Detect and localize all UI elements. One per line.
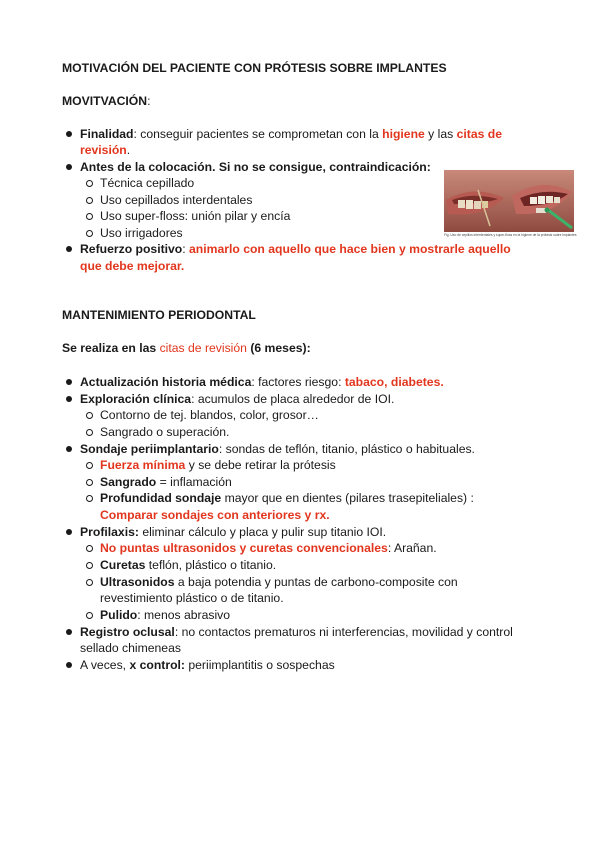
bullet-profilaxis <box>66 529 72 535</box>
antes-item-1: Técnica cepillado <box>100 176 195 190</box>
sub-bullet <box>86 213 93 220</box>
sub-bullet <box>86 562 93 569</box>
sondaje-comparar: Comparar sondajes con anteriores y rx. <box>100 508 330 522</box>
maintenance-intro: Se realiza en las citas de revisión (6 meses): <box>62 341 311 355</box>
profilaxis-no-puntas: No puntas ultrasonidos y curetas convencionales: Arañan. <box>100 541 437 555</box>
dental-hygiene-photo <box>444 170 574 232</box>
exploracion-line: Exploración clínica: acumulos de placa alrededor de IOI. <box>80 392 395 406</box>
sondaje-fuerza: Fuerza mínima y se debe retirar la prótesis <box>100 458 336 472</box>
profilaxis-curetas: Curetas teflón, plástico o titanio. <box>100 558 277 572</box>
sub-bullet <box>86 479 93 486</box>
profilaxis-line: Profilaxis: eliminar cálculo y placa y pulir sup titanio IOI. <box>80 525 387 539</box>
bullet-actualizacion <box>66 379 72 385</box>
antes-label: Antes de la colocación. Si no se consigue, contraindicación: <box>80 160 431 174</box>
motivation-heading: MOVITVACIÓN: <box>62 94 151 108</box>
registro-line-2: sellado chimeneas <box>80 641 181 655</box>
antes-item-2: Uso cepillados interdentales <box>100 193 253 207</box>
sub-bullet <box>86 180 93 187</box>
bullet-antes <box>66 164 72 170</box>
maintenance-heading: MANTENIMIENTO PERIODONTAL <box>62 308 256 322</box>
mouth-image-icon <box>444 170 574 232</box>
finalidad-line-2: revisión. <box>80 143 131 157</box>
antes-item-4: Uso irrigadores <box>100 226 183 240</box>
bullet-registro <box>66 629 72 635</box>
sondaje-profundidad: Profundidad sondaje mayor que en dientes (pilares trasepiteliales) : <box>100 491 474 505</box>
bullet-refuerzo <box>66 246 72 252</box>
bullet-exploracion <box>66 396 72 402</box>
sub-bullet <box>86 579 93 586</box>
refuerzo-line-1: Refuerzo positivo: animarlo con aquello que hace bien y mostrarle aquello <box>80 242 511 256</box>
sondaje-sangrado: Sangrado = inflamación <box>100 475 232 489</box>
sub-bullet <box>86 197 93 204</box>
actualizacion-line: Actualización historia médica: factores riesgo: tabaco, diabetes. <box>80 375 444 389</box>
antes-item-3: Uso super-floss: unión pilar y encía <box>100 209 291 223</box>
document-title: MOTIVACIÓN DEL PACIENTE CON PRÓTESIS SOBRE IMPLANTES <box>62 61 447 75</box>
sub-bullet <box>86 612 93 619</box>
profilaxis-ultrasonidos-2: revestimiento plástico o de titanio. <box>100 591 284 605</box>
registro-line-1: Registro oclusal: no contactos prematuros ni interferencias, movilidad y control <box>80 625 513 639</box>
bullet-sondaje <box>66 446 72 452</box>
profilaxis-ultrasonidos: Ultrasonidos a baja potendia y puntas de carbono-composite con <box>100 575 458 589</box>
exploracion-item-1: Contorno de tej. blandos, color, grosor… <box>100 408 319 422</box>
bullet-finalidad <box>66 131 72 137</box>
sub-bullet <box>86 429 93 436</box>
refuerzo-line-2: que debe mejorar. <box>80 259 185 273</box>
sub-bullet <box>86 462 93 469</box>
bullet-aveces <box>66 662 72 668</box>
aveces-line: A veces, x control: periimplantitis o sospechas <box>80 658 335 672</box>
sub-bullet <box>86 495 93 502</box>
sub-bullet <box>86 412 93 419</box>
profilaxis-pulido: Pulido: menos abrasivo <box>100 608 231 622</box>
sub-bullet <box>86 230 93 237</box>
finalidad-line-1: Finalidad: conseguir pacientes se comprometan con la higiene y las citas de <box>80 127 503 141</box>
sub-bullet <box>86 545 93 552</box>
sondaje-line: Sondaje periimplantario: sondas de teflón, titanio, plástico o habituales. <box>80 442 475 456</box>
exploracion-item-2: Sangrado o superación. <box>100 425 230 439</box>
photo-caption: Fig. Uso de cepillos interdentales y super-floss en la higiene de la prótesis sobre implantes <box>444 233 577 237</box>
